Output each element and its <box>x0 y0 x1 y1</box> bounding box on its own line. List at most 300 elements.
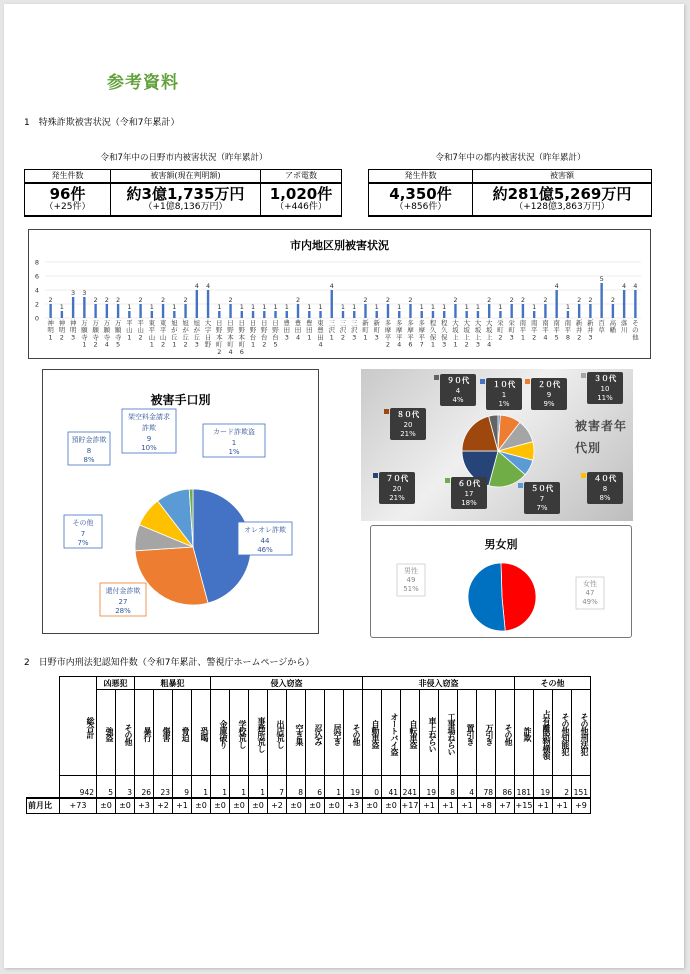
bar-category-label: 南平 1 <box>519 319 527 342</box>
bar-data-label: 2 <box>487 296 492 304</box>
age-legend-swatch <box>581 473 586 478</box>
crime-diff: ±0 <box>306 798 325 814</box>
bar-chart-title: 市内地区別被害状況 <box>290 239 389 252</box>
bar-data-label: 2 <box>48 296 53 304</box>
age-label-value: 7 <box>539 495 545 503</box>
crime-column-header: 工事場ねらい <box>439 690 458 776</box>
bar-data-label: 1 <box>217 303 222 311</box>
age-label-name: １０代 <box>492 380 516 389</box>
bar-data-label: 1 <box>352 303 357 311</box>
group-header: 凶悪犯 <box>97 677 135 690</box>
crime-diff: +8 <box>477 798 496 814</box>
hino-header: 被害額(現在判明額) <box>111 170 261 183</box>
crime-diff: ±0 <box>211 798 230 814</box>
age-label-name: ５０代 <box>530 484 554 493</box>
age-label-value: 10 <box>600 385 610 393</box>
crime-column-header: その他 <box>496 690 515 776</box>
bar <box>364 304 366 318</box>
tokyo-caption: 令和7年中の都内被害状況（昨年累計） <box>435 153 586 163</box>
pie-label-name: オレオレ詐欺 <box>244 526 286 534</box>
bar <box>331 290 333 318</box>
bar-data-label: 1 <box>464 303 469 311</box>
bar-data-label: 3 <box>71 289 76 297</box>
pie-slice <box>468 563 505 631</box>
crime-diff: ±0 <box>116 798 135 814</box>
total-header: 総合計 <box>60 677 97 776</box>
age-pie-chart <box>361 369 633 521</box>
tokyo-stats-table <box>368 169 652 217</box>
bar-category-label: 三沢 2 <box>339 319 347 342</box>
crime-value: 3 <box>116 776 135 798</box>
bar-data-label: 4 <box>329 282 334 290</box>
age-legend-swatch <box>581 373 586 378</box>
crime-column-header: 脅迫 <box>173 690 192 776</box>
crime-column-header: その他 <box>344 690 363 776</box>
bar-data-label: 2 <box>588 296 593 304</box>
bar-category-label: 多摩平 7 <box>418 319 425 349</box>
pie-label-value: 27 <box>118 598 128 606</box>
bar-category-label: 日野台 1 <box>249 319 257 349</box>
bar-data-label: 2 <box>610 296 615 304</box>
gender-label-pct: 51% <box>403 585 419 593</box>
crime-diff: +2 <box>268 798 287 814</box>
group-header: 非侵入窃盗 <box>363 677 515 690</box>
bar-category-label: 三沢 3 <box>350 319 358 342</box>
crime-value: 26 <box>135 776 154 798</box>
age-pie-title: 被害者年代別 <box>575 419 628 455</box>
age-label-pct: 18% <box>461 499 477 507</box>
pie-label-pct: 46% <box>257 546 273 554</box>
bar-category-label: 南平 5 <box>553 319 560 342</box>
bar <box>196 290 198 318</box>
pie-label-pct: 1% <box>228 448 240 456</box>
bar-data-label: 2 <box>520 296 525 304</box>
bar-category-label: 大坂上 1 <box>452 319 459 349</box>
bar-data-label: 1 <box>307 303 312 311</box>
bar <box>398 311 400 318</box>
bar-category-label: 豊田 3 <box>283 319 291 342</box>
pie-slice <box>501 563 536 631</box>
method-pie-title: 被害手口別 <box>150 393 211 407</box>
crime-diff: ±0 <box>97 798 116 814</box>
bar <box>612 304 614 318</box>
crime-diff: +1 <box>534 798 553 814</box>
crime-column-header: 暴行 <box>135 690 154 776</box>
age-label-name: ９０代 <box>446 376 470 385</box>
bar-category-label: 日野台 5 <box>272 319 279 349</box>
age-legend-swatch <box>518 483 523 488</box>
bar-chart-svg <box>29 230 650 358</box>
bar <box>387 304 389 318</box>
pie-label-value: 1 <box>231 439 237 447</box>
bar-category-label: 平山 2 <box>137 319 144 342</box>
bar-data-label: 5 <box>599 275 604 283</box>
bar-category-label: 豊田 1 <box>306 319 313 342</box>
age-legend-swatch <box>445 478 450 483</box>
bar-category-label: 南平 8 <box>564 319 572 342</box>
age-label-value: 8 <box>602 485 608 493</box>
bar <box>72 297 74 318</box>
bar <box>522 304 524 318</box>
bar <box>477 311 479 318</box>
crime-column-header: その他 <box>116 690 135 776</box>
bar-data-label: 4 <box>622 282 627 290</box>
age-label-pct: 8% <box>599 494 611 502</box>
age-label-value: 4 <box>455 387 461 395</box>
bar <box>409 304 411 318</box>
bar-ytick: 0 <box>34 314 40 323</box>
tokyo-cell: 4,350件 （+856件） <box>369 183 473 216</box>
bar-data-label: 4 <box>633 282 638 290</box>
document-page <box>4 4 684 968</box>
age-label-pct: 1% <box>498 400 510 408</box>
age-label-pct: 11% <box>597 394 613 402</box>
crime-diff: +7 <box>496 798 515 814</box>
group-header: 侵入窃盗 <box>211 677 363 690</box>
bar-data-label: 4 <box>554 282 559 290</box>
age-label-pct: 21% <box>389 494 405 502</box>
bar <box>454 304 456 318</box>
bar-data-label: 2 <box>509 296 514 304</box>
bar-category-label: 日野本町 4 <box>227 319 234 356</box>
crime-column-header: 事務所荒し <box>249 690 268 776</box>
bar <box>555 290 557 318</box>
crime-diff: ±0 <box>192 798 211 814</box>
crime-value: 19 <box>420 776 439 798</box>
crime-diff: +1 <box>439 798 458 814</box>
bar <box>353 311 355 318</box>
pie-label-name: 架空料金請求 <box>128 413 170 421</box>
bar <box>342 311 344 318</box>
bar <box>61 311 63 318</box>
bar-data-label: 2 <box>104 296 109 304</box>
bar-data-label: 1 <box>374 303 379 311</box>
bar-data-label: 1 <box>273 303 278 311</box>
bar-data-label: 2 <box>543 296 548 304</box>
diff-label: 前月比 <box>27 798 60 814</box>
crime-diff: ±0 <box>230 798 249 814</box>
tokyo-header: 発生件数 <box>369 170 473 183</box>
bar-data-label: 1 <box>397 303 402 311</box>
bar-category-label: 多摩平 2 <box>384 319 392 349</box>
crime-column-header: 傷害 <box>154 690 173 776</box>
bar-category-label: 落川 <box>620 319 628 335</box>
bar-data-label: 1 <box>430 303 436 311</box>
bar-category-label: 南平 4 <box>542 319 549 342</box>
pie-label-value: 44 <box>260 537 270 545</box>
method-pie-svg <box>43 370 318 633</box>
bar <box>83 297 85 318</box>
hino-cell: 1,020件 （+446件） <box>261 183 342 216</box>
bar-data-label: 2 <box>295 296 301 304</box>
bar-data-label: 2 <box>228 296 233 304</box>
age-label-name: ７０代 <box>385 474 409 483</box>
crime-diff: ±0 <box>325 798 344 814</box>
bar <box>241 311 243 318</box>
bar-category-label: 多摩平 6 <box>407 319 414 349</box>
hino-cell: 96件 （+25件） <box>25 183 111 216</box>
crime-column-header: 置引き <box>458 690 477 776</box>
bar-data-label: 2 <box>116 296 121 304</box>
pie-label-value: 7 <box>80 530 86 538</box>
bar-category-label: 高幡 <box>609 319 617 335</box>
bar <box>263 311 265 318</box>
bar-category-label: 三沢 1 <box>328 319 336 342</box>
gender-label-value: 49 <box>406 576 416 584</box>
crime-diff: +2 <box>154 798 173 814</box>
crime-column-header: 空き巣 <box>287 690 306 776</box>
crime-value: 78 <box>477 776 496 798</box>
district-bar-chart <box>28 229 651 359</box>
crime-diff: +17 <box>401 798 420 814</box>
crime-column-header: 出店荒し <box>268 690 287 776</box>
bar-data-label: 2 <box>138 296 143 304</box>
crime-column-header: 忍込み <box>306 690 325 776</box>
bar-data-label: 1 <box>250 303 256 311</box>
crime-value: 1 <box>211 776 230 798</box>
crime-value: 1 <box>249 776 268 798</box>
bar <box>589 304 591 318</box>
bar <box>376 311 378 318</box>
bar-category-label: 栄町 2 <box>497 319 504 342</box>
crime-diff: ±0 <box>287 798 306 814</box>
hino-stats-table <box>24 169 342 217</box>
bar-category-label: 日野本町 2 <box>216 319 223 356</box>
bar <box>297 304 299 318</box>
bar-data-label: 1 <box>239 303 244 311</box>
pie-label-name: 詐欺 <box>142 424 156 432</box>
crime-value: 0 <box>363 776 382 798</box>
bar-data-label: 1 <box>284 303 289 311</box>
bar <box>252 311 254 318</box>
bar-data-label: 1 <box>262 303 267 311</box>
gender-label-value: 47 <box>585 589 595 597</box>
bar-category-label: 大坂上 3 <box>474 319 482 349</box>
crime-value: 181 <box>515 776 534 798</box>
crime-value: 19 <box>344 776 363 798</box>
bar-data-label: 4 <box>205 282 211 290</box>
section1-heading: 1 特殊詐欺被害状況（令和7年累計） <box>24 118 180 128</box>
bar-data-label: 1 <box>340 303 346 311</box>
crime-diff: ±0 <box>249 798 268 814</box>
pie-label-name: カード詐欺盗 <box>213 428 255 436</box>
age-label-value: 9 <box>546 391 552 399</box>
pie-label-pct: 10% <box>141 444 157 452</box>
crime-table <box>26 676 591 814</box>
gender-label-name: 男性 <box>404 567 418 575</box>
bar-category-label: 南平 2 <box>530 319 538 342</box>
bar-category-label: 神明 1 <box>47 319 54 342</box>
bar-category-label: 大字日野 <box>204 319 212 349</box>
crime-value: 86 <box>496 776 515 798</box>
crime-value: 151 <box>572 776 591 798</box>
bar <box>443 311 445 318</box>
bar-category-label: 大坂上 4 <box>485 319 493 349</box>
bar <box>274 311 276 318</box>
bar <box>139 304 141 318</box>
gender-label-name: 女性 <box>583 580 597 588</box>
crime-column-header: 強盗 <box>97 690 116 776</box>
age-label-pct: 9% <box>543 400 555 408</box>
bar <box>49 304 51 318</box>
crime-diff: ±0 <box>363 798 382 814</box>
bar <box>106 304 108 318</box>
crime-column-header: 万引き <box>477 690 496 776</box>
bar <box>173 311 175 318</box>
bar-category-label: 百草 <box>598 319 605 335</box>
bar-data-label: 1 <box>532 303 537 311</box>
bar <box>488 304 490 318</box>
crime-column-header: オートバイ盗 <box>382 690 401 776</box>
bar-category-label: 万願寺 2 <box>92 319 99 349</box>
bar-data-label: 1 <box>442 303 447 311</box>
bar-data-label: 2 <box>385 296 391 304</box>
crime-value: 9 <box>173 776 192 798</box>
bar <box>308 311 310 318</box>
pie-label-pct: 7% <box>77 539 89 547</box>
gender-pie-svg <box>371 526 633 639</box>
crime-column-header: 車上ねらい <box>420 690 439 776</box>
crime-value: 8 <box>439 776 458 798</box>
bar <box>499 311 501 318</box>
age-label-value: 1 <box>501 391 507 399</box>
bar-category-label: 旭が丘 2 <box>182 319 189 349</box>
bar-category-label: 万願寺 4 <box>103 319 111 349</box>
age-label-value: 20 <box>392 485 402 493</box>
bar <box>94 304 96 318</box>
bar <box>229 304 231 318</box>
crime-column-header: 学校荒し <box>230 690 249 776</box>
method-pie-chart <box>42 369 319 634</box>
bar-category-label: 日野本町 6 <box>238 319 246 356</box>
tokyo-header: 被害額 <box>473 170 652 183</box>
age-legend-swatch <box>384 409 389 414</box>
bar <box>421 311 423 318</box>
bar-data-label: 2 <box>93 296 98 304</box>
crime-diff: +1 <box>553 798 572 814</box>
bar-category-label: 神明 3 <box>69 319 77 342</box>
bar-data-label: 1 <box>318 303 323 311</box>
crime-value: 2 <box>553 776 572 798</box>
gender-pie-chart <box>370 525 632 638</box>
bar-category-label: 豊田 4 <box>294 319 302 342</box>
bar-category-label: 新町 3 <box>373 319 380 342</box>
bar <box>578 304 580 318</box>
hino-header: アポ電数 <box>261 170 342 183</box>
bar-category-label: 栄町 3 <box>508 319 515 342</box>
gender-pie-title: 男女別 <box>484 538 518 551</box>
group-header: 粗暴犯 <box>135 677 211 690</box>
bar <box>510 304 512 318</box>
crime-column-header: 金庫破り <box>211 690 230 776</box>
age-label-value: 20 <box>403 421 413 429</box>
crime-diff: +3 <box>344 798 363 814</box>
hino-cell: 約3億1,735万円 （+1億8,136万円） <box>111 183 261 216</box>
pie-label-name: 還付金詐欺 <box>105 587 141 595</box>
bar-category-label: 神明 2 <box>58 319 66 342</box>
bar-category-label: 程久保 1 <box>429 319 437 349</box>
bar-category-label: 万願寺 5 <box>114 319 122 349</box>
bar-category-label: 旭が丘 3 <box>193 319 201 349</box>
age-legend-swatch <box>480 379 485 384</box>
crime-value: 8 <box>287 776 306 798</box>
bar-data-label: 1 <box>127 303 132 311</box>
crime-value: 41 <box>382 776 401 798</box>
crime-column-header: 詐欺 <box>515 690 534 776</box>
crime-value: 1 <box>192 776 211 798</box>
hino-header: 発生件数 <box>25 170 111 183</box>
bar-data-label: 2 <box>453 296 458 304</box>
bar <box>218 311 220 318</box>
bar <box>117 304 119 318</box>
total-diff: +73 <box>60 798 97 814</box>
crime-value: 241 <box>401 776 420 798</box>
bar <box>128 311 130 318</box>
pie-label-value: 9 <box>146 435 152 443</box>
bar-data-label: 2 <box>183 296 188 304</box>
bar-data-label: 2 <box>408 296 413 304</box>
bar-category-label: その他 <box>632 319 639 342</box>
bar <box>567 311 569 318</box>
bar <box>432 311 434 318</box>
bar <box>151 311 153 318</box>
bar <box>533 311 535 318</box>
bar-data-label: 2 <box>161 296 166 304</box>
age-label-pct: 7% <box>536 504 548 512</box>
age-label-name: ２０代 <box>537 380 561 389</box>
crime-column-header: 自動車盗 <box>363 690 382 776</box>
section2-heading: 2 日野市内刑法犯認知件数（令和7年累計、警視庁ホームページから） <box>24 658 315 668</box>
bar-data-label: 1 <box>172 303 177 311</box>
bar-ytick: 8 <box>34 258 40 267</box>
crime-value: 7 <box>268 776 287 798</box>
bar-category-label: 新町 1 <box>362 319 369 342</box>
bar <box>184 304 186 318</box>
bar-category-label: 多摩平 4 <box>395 319 403 349</box>
age-label-name: ４０代 <box>593 474 617 483</box>
crime-diff: +1 <box>420 798 439 814</box>
crime-value: 19 <box>534 776 553 798</box>
crime-value: 4 <box>458 776 477 798</box>
bar <box>634 290 636 318</box>
age-label-pct: 21% <box>400 430 416 438</box>
bar-data-label: 2 <box>363 296 368 304</box>
pie-label-pct: 28% <box>115 607 131 615</box>
crime-value: 6 <box>306 776 325 798</box>
bar-category-label: 日野台 2 <box>261 319 268 349</box>
crime-diff: +1 <box>173 798 192 814</box>
bar <box>207 290 209 318</box>
pie-label-name: その他 <box>72 519 94 527</box>
bar-category-label: 程久保 3 <box>440 319 448 349</box>
crime-column-header: 居空き <box>325 690 344 776</box>
bar-data-label: 1 <box>419 303 424 311</box>
age-legend-swatch <box>434 375 439 380</box>
tokyo-cell: 約281億5,269万円 （+128億3,863万円） <box>473 183 652 216</box>
crime-value: 5 <box>97 776 116 798</box>
pie-label-pct: 8% <box>83 456 95 464</box>
crime-column-header: 占有離脱物横領 <box>534 690 553 776</box>
page-title: 参考資料 <box>107 73 179 93</box>
bar-category-label: 東豊田 4 <box>317 319 324 349</box>
bar-ytick: 2 <box>34 300 40 309</box>
age-label-name: ６０代 <box>457 479 481 488</box>
bar <box>465 311 467 318</box>
gender-label-pct: 49% <box>582 598 598 606</box>
bar-data-label: 3 <box>82 289 87 297</box>
bar-category-label: 東平山 2 <box>159 319 167 349</box>
hino-caption: 令和7年中の日野市内被害状況（昨年累計） <box>100 153 268 163</box>
